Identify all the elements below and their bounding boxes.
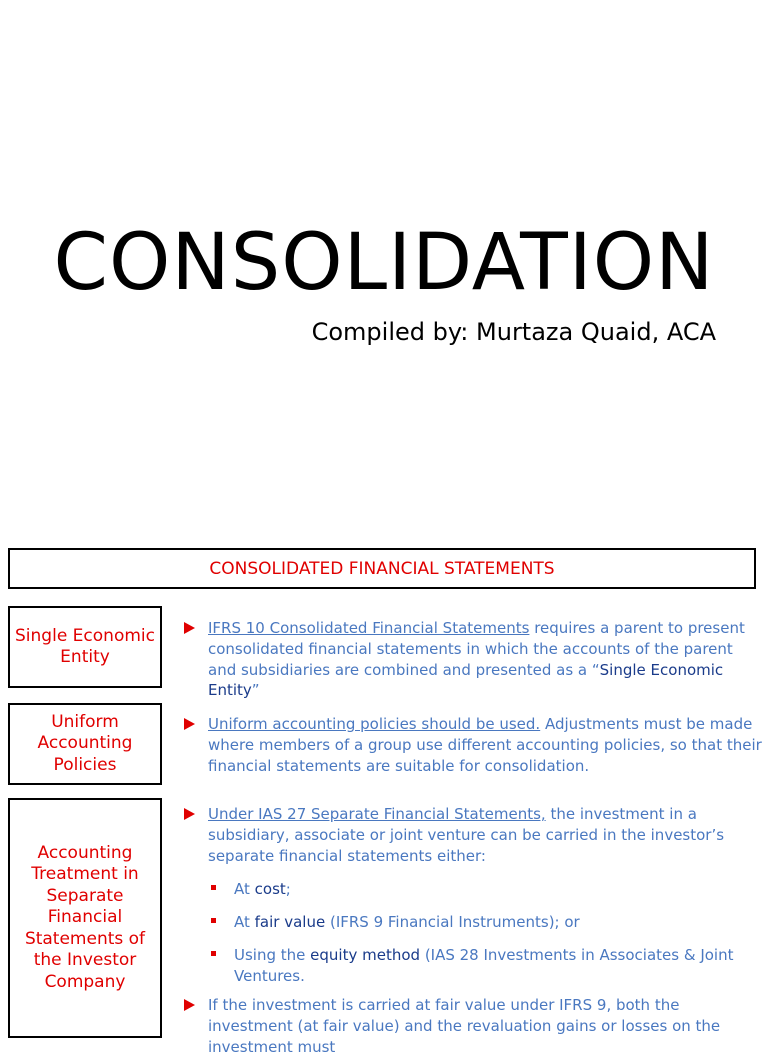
uniform-policies-link[interactable]: Uniform accounting policies should be used. [208, 715, 541, 733]
label-single-economic-entity: Single Economic Entity [15, 625, 155, 667]
para-emphasis: Single Economic Entity [208, 660, 724, 700]
document-title: CONSOLIDATION [53, 218, 715, 308]
compiled-by: Compiled by: Murtaza Quaid, ACA [311, 318, 716, 346]
sub-bullet-cost: At cost; [234, 880, 291, 898]
arrow-bullet-icon [184, 718, 195, 730]
para-text: requires a parent to present consolidated financial statements in which the accounts of the parent and subsidiaries are combined and presented as a “ [208, 619, 745, 679]
label-box-single-economic-entity [8, 606, 162, 688]
label-accounting-treatment: Accounting Treatment in Separate Financial Statements of the Investor Company [24, 842, 146, 992]
section-header-text: CONSOLIDATED FINANCIAL STATEMENTS [209, 558, 555, 579]
square-bullet-icon [211, 885, 216, 890]
square-bullet-icon [211, 918, 216, 923]
para-text: Adjustments must be made where members of a group use different accounting policies, so that their financial statements are suitable for consolidation. [208, 715, 762, 775]
arrow-bullet-icon [184, 622, 195, 634]
ias27-link[interactable]: Under IAS 27 Separate Financial Statements, [208, 805, 546, 823]
arrow-bullet-icon [184, 999, 195, 1011]
ifrs10-link[interactable]: IFRS 10 Consolidated Financial Statements [208, 619, 530, 637]
paragraph-ias27 [208, 804, 763, 866]
label-box-accounting-treatment [8, 798, 162, 1038]
section-header [8, 548, 756, 589]
arrow-bullet-icon [184, 808, 195, 820]
paragraph-single-economic-entity [208, 618, 763, 701]
sub-bullet-equity-method: Using the equity method (IAS 28 Investments in Associates & Joint Ventures. [234, 946, 734, 985]
label-uniform-accounting-policies: Uniform Accounting Policies [37, 711, 133, 775]
paragraph-fair-value-ifrs9: If the investment is carried at fair value under IFRS 9, both the investment (at fair value) and the revaluation gains or losses on the investment must [208, 996, 721, 1056]
para-text: the investment in a subsidiary, associate or joint venture can be carried in the investor’s separate financial statements either: [208, 805, 725, 865]
paragraph-uniform-accounting-policies [208, 714, 763, 776]
label-box-uniform-accounting-policies [8, 703, 162, 785]
square-bullet-icon [211, 951, 216, 956]
para-text-end: ” [251, 681, 260, 700]
sub-bullet-fair-value: At fair value (IFRS 9 Financial Instruments); or [234, 913, 580, 931]
